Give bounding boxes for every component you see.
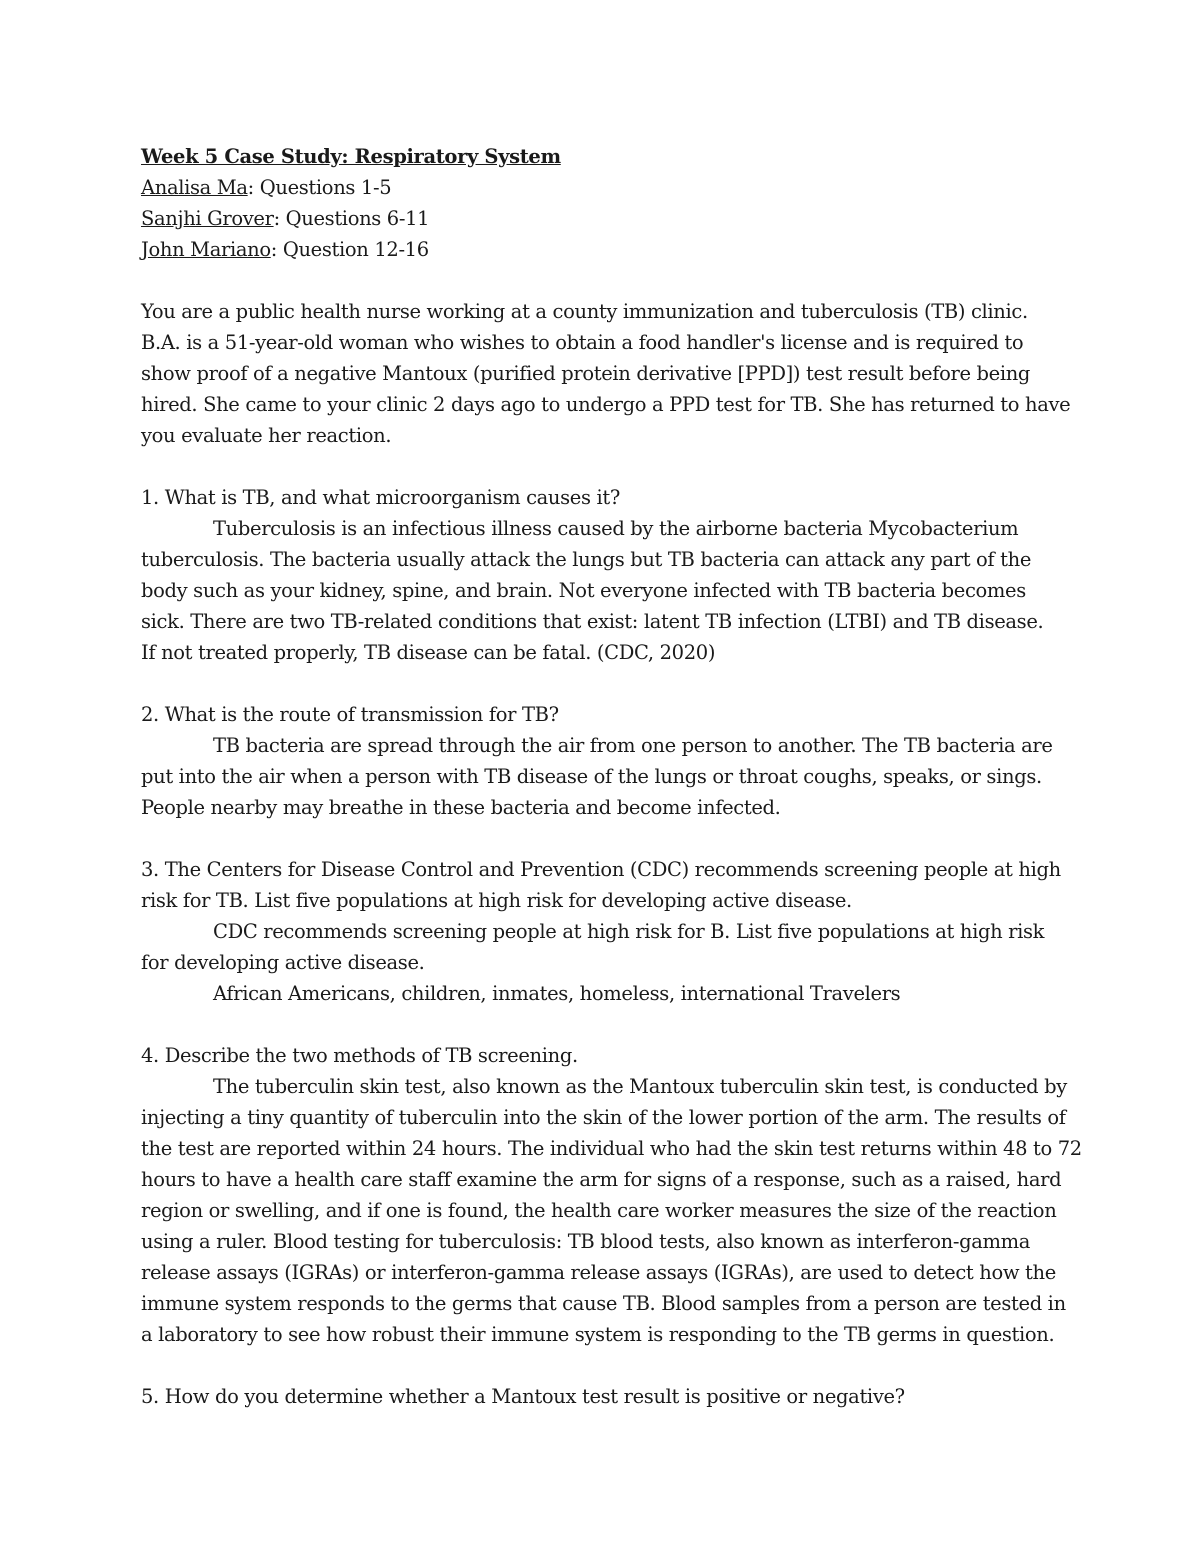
answer-2-line: put into the air when a person with TB disease of the lungs or throat coughs, speaks, or sings. bbox=[141, 765, 1042, 788]
assignee-name: Analisa Ma bbox=[141, 176, 248, 199]
question-1: 1. What is TB, and what microorganism causes it? bbox=[141, 486, 620, 509]
document-title: Week 5 Case Study: Respiratory System bbox=[141, 145, 561, 168]
assignee-name: Sanjhi Grover bbox=[141, 207, 274, 230]
question-3-line: risk for TB. List five populations at high risk for developing active disease. bbox=[141, 889, 852, 912]
assignment-task: : Questions 1-5 bbox=[247, 176, 392, 199]
answer-1-line: tuberculosis. The bacteria usually attack the lungs but TB bacteria can attack any part of the bbox=[141, 548, 1032, 571]
assignment-line bbox=[141, 172, 1061, 203]
document-page bbox=[141, 141, 1082, 1412]
intro-line: B.A. is a 51-year-old woman who wishes to obtain a food handler's license and is required to bbox=[141, 331, 1024, 354]
question-3-line: 3. The Centers for Disease Control and Prevention (CDC) recommends screening people at high bbox=[141, 858, 1061, 881]
paragraph-gap bbox=[141, 823, 1061, 854]
answer-4-line: immune system responds to the germs that cause TB. Blood samples from a person are tested in bbox=[141, 1292, 1066, 1315]
intro-line: You are a public health nurse working at a county immunization and tuberculosis (TB) clinic. bbox=[141, 300, 1028, 323]
answer-3-line: for developing active disease. bbox=[141, 951, 425, 974]
paragraph-gap bbox=[141, 1350, 1061, 1381]
assignment-task: : Question 12-16 bbox=[270, 238, 429, 261]
answer-1-line: sick. There are two TB-related conditions that exist: latent TB infection (LTBI) and TB disease. bbox=[141, 610, 1044, 633]
intro-line: hired. She came to your clinic 2 days ago to undergo a PPD test for TB. She has returned to have bbox=[141, 393, 1071, 416]
answer-4-line: hours to have a health care staff examine the arm for signs of a response, such as a raised, hard bbox=[141, 1168, 1062, 1191]
intro-line: show proof of a negative Mantoux (purified protein derivative [PPD]) test result before being bbox=[141, 362, 1031, 385]
answer-2-line: People nearby may breathe in these bacteria and become infected. bbox=[141, 796, 781, 819]
paragraph-gap bbox=[141, 668, 1061, 699]
answer-4-line: injecting a tiny quantity of tuberculin into the skin of the lower portion of the arm. The results of bbox=[141, 1106, 1066, 1129]
intro-line: you evaluate her reaction. bbox=[141, 424, 392, 447]
assignment-task: : Questions 6-11 bbox=[273, 207, 430, 230]
question-5: 5. How do you determine whether a Mantoux test result is positive or negative? bbox=[141, 1385, 905, 1408]
paragraph-gap bbox=[141, 265, 1061, 296]
answer-3-populations: African Americans, children, inmates, homeless, international Travelers bbox=[213, 982, 901, 1005]
question-4: 4. Describe the two methods of TB screening. bbox=[141, 1044, 578, 1067]
paragraph-gap bbox=[141, 451, 1061, 482]
assignment-line bbox=[141, 234, 1061, 265]
answer-2-line: TB bacteria are spread through the air from one person to another. The TB bacteria are bbox=[213, 734, 1053, 757]
question-2: 2. What is the route of transmission for TB? bbox=[141, 703, 559, 726]
answer-4-line: release assays (IGRAs) or interferon-gamma release assays (IGRAs), are used to detect how the bbox=[141, 1261, 1056, 1284]
answer-4-line: region or swelling, and if one is found, the health care worker measures the size of the reaction bbox=[141, 1199, 1057, 1222]
assignment-line bbox=[141, 203, 1061, 234]
paragraph-gap bbox=[141, 1009, 1061, 1040]
answer-1-line: Tuberculosis is an infectious illness caused by the airborne bacteria Mycobacterium bbox=[213, 517, 1019, 540]
answer-1-line: If not treated properly, TB disease can be fatal. (CDC, 2020) bbox=[141, 641, 716, 664]
answer-4-line: using a ruler. Blood testing for tuberculosis: TB blood tests, also known as interferon-gamma bbox=[141, 1230, 1031, 1253]
answer-4-line: The tuberculin skin test, also known as the Mantoux tuberculin skin test, is conducted by bbox=[213, 1075, 1067, 1098]
answer-1-line: body such as your kidney, spine, and brain. Not everyone infected with TB bacteria becomes bbox=[141, 579, 1026, 602]
answer-3-line: CDC recommends screening people at high risk for B. List five populations at high risk bbox=[213, 920, 1045, 943]
assignee-name: John Mariano bbox=[141, 238, 271, 261]
answer-4-line: the test are reported within 24 hours. The individual who had the skin test returns within 48 to 72 bbox=[141, 1137, 1082, 1160]
answer-4-line: a laboratory to see how robust their immune system is responding to the TB germs in question. bbox=[141, 1323, 1055, 1346]
